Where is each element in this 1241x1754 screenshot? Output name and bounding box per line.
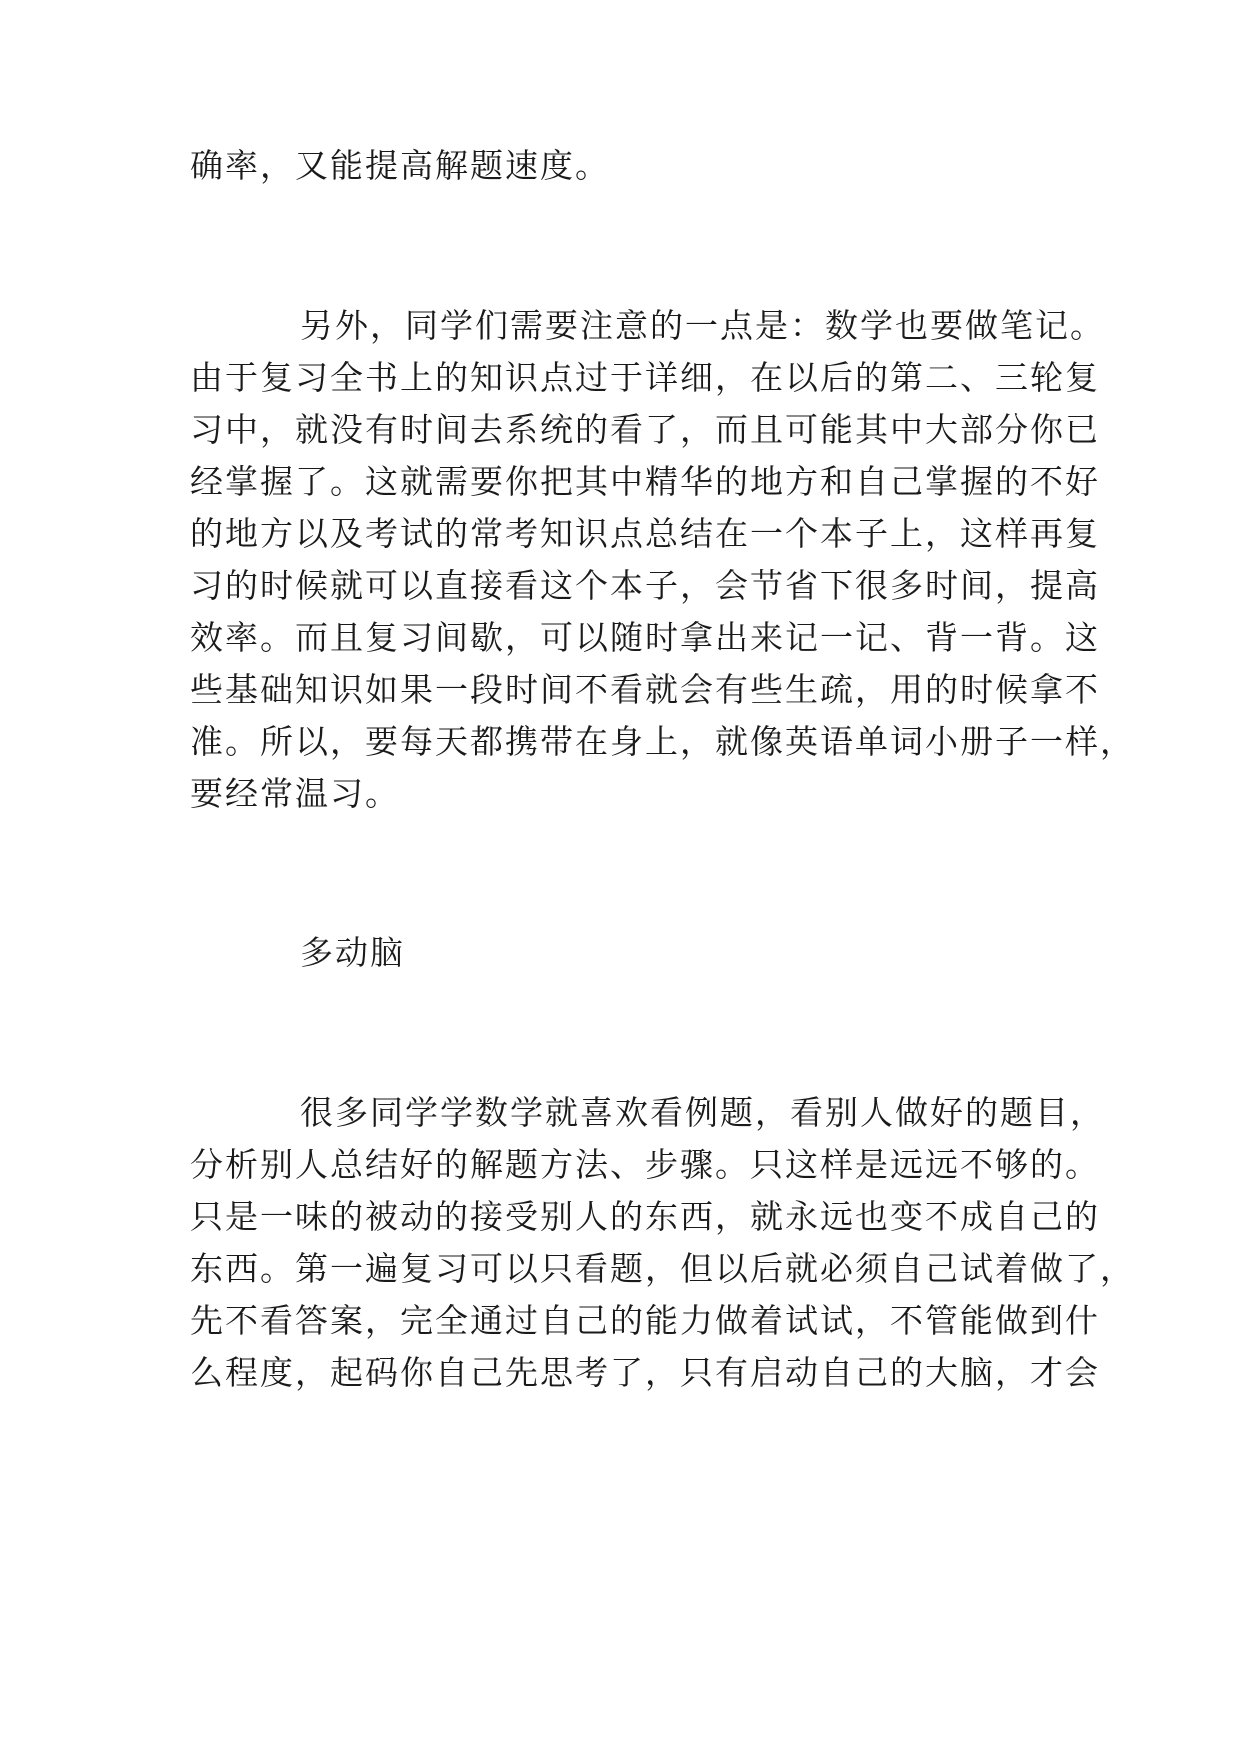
section-heading: 多动脑 bbox=[300, 933, 405, 972]
paragraph-line: 的地方以及考试的常考知识点总结在一个本子上，这样再复 bbox=[190, 514, 1100, 553]
paragraph-line: 东西。第一遍复习可以只看题，但以后就必须自己试着做了， bbox=[190, 1249, 1135, 1288]
paragraph-line: 另外，同学们需要注意的一点是：数学也要做笔记。 bbox=[300, 306, 1105, 345]
paragraph-line: 分析别人总结好的解题方法、步骤。只这样是远远不够的。 bbox=[190, 1145, 1100, 1184]
paragraph-line: 效率。而且复习间歇，可以随时拿出来记一记、背一背。这 bbox=[190, 618, 1100, 657]
paragraph-line: 由于复习全书上的知识点过于详细，在以后的第二、三轮复 bbox=[190, 358, 1100, 397]
paragraph-line: 要经常温习。 bbox=[190, 774, 400, 813]
paragraph-line: 确率，又能提高解题速度。 bbox=[190, 146, 610, 185]
paragraph-line: 习的时候就可以直接看这个本子，会节省下很多时间，提高 bbox=[190, 566, 1100, 605]
paragraph-line: 只是一味的被动的接受别人的东西，就永远也变不成自己的 bbox=[190, 1197, 1100, 1236]
paragraph-line: 很多同学学数学就喜欢看例题，看别人做好的题目， bbox=[300, 1093, 1105, 1132]
paragraph-line: 准。所以，要每天都携带在身上，就像英语单词小册子一样， bbox=[190, 722, 1135, 761]
paragraph-line: 先不看答案，完全通过自己的能力做着试试，不管能做到什 bbox=[190, 1301, 1100, 1340]
paragraph-line: 习中，就没有时间去系统的看了，而且可能其中大部分你已 bbox=[190, 410, 1100, 449]
paragraph-line: 么程度，起码你自己先思考了，只有启动自己的大脑，才会 bbox=[190, 1353, 1100, 1392]
paragraph-line: 些基础知识如果一段时间不看就会有些生疏，用的时候拿不 bbox=[190, 670, 1100, 709]
paragraph-line: 经掌握了。这就需要你把其中精华的地方和自己掌握的不好 bbox=[190, 462, 1100, 501]
